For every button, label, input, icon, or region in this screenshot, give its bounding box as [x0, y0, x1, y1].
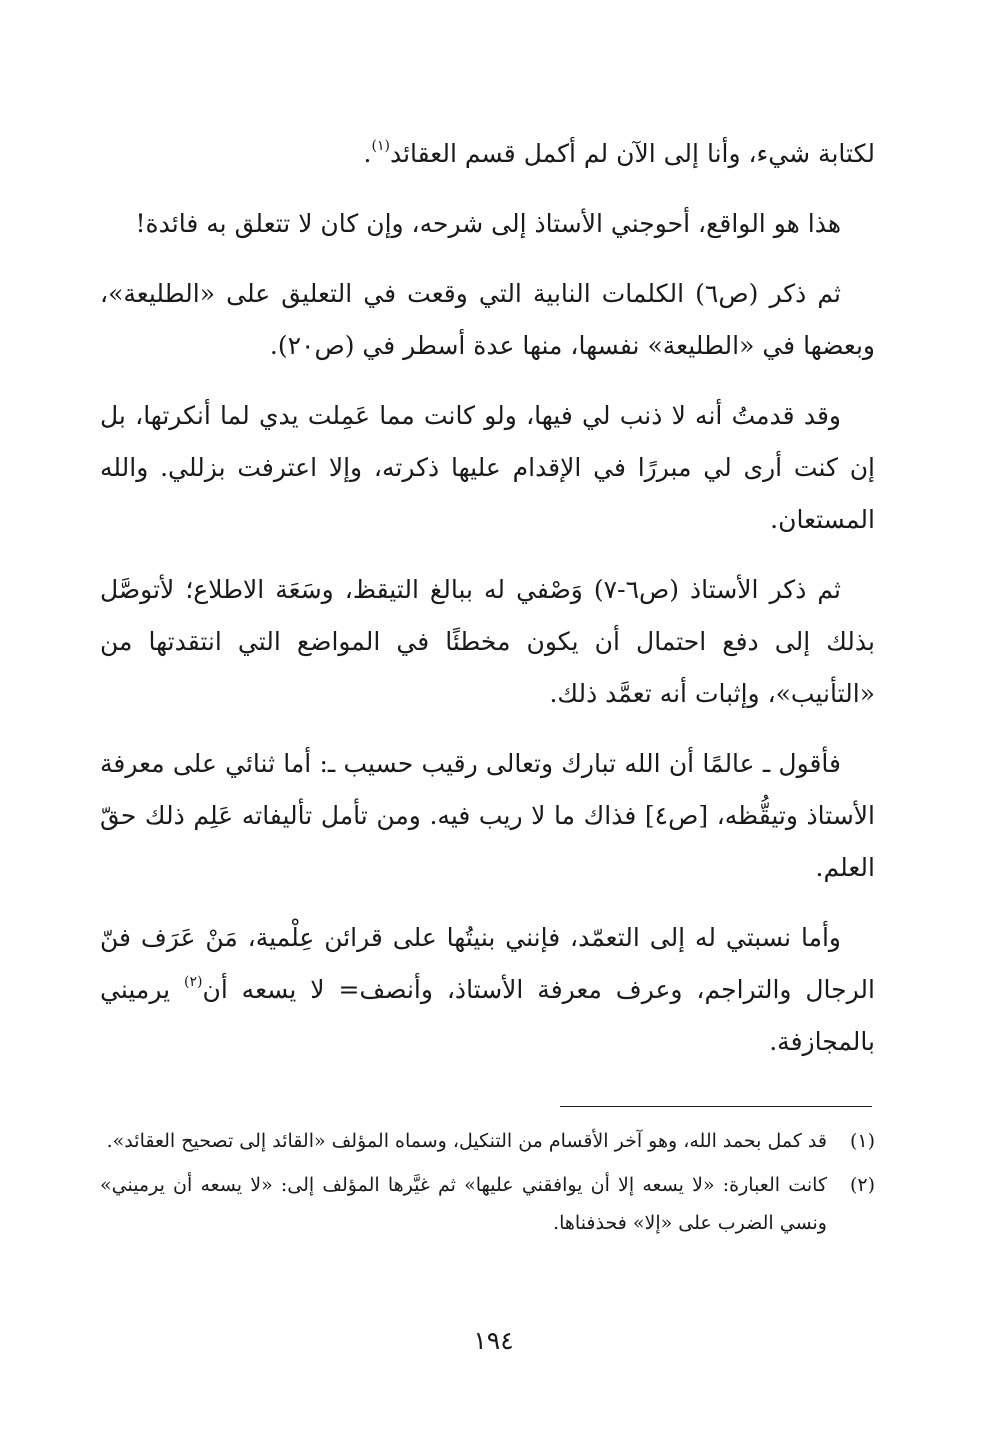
paragraph-7-text: وأما نسبتي له إلى التعمّد، فإنني بنيتُها على قرائن عِلْمية، مَنْ عَرَف فنّ الرجال والتراجم، وعرف معرفة الأستاذ، وأنصف= لا يسعه أن: [100, 923, 875, 1004]
main-text: [100, 128, 875, 1086]
paragraph-1-text: لكتابة شيء، وأنا إلى الآن لم أكمل قسم العقائد: [389, 139, 875, 168]
paragraph-7-end: يرميني بالمجازفة.: [100, 975, 875, 1056]
paragraph-7: [100, 912, 875, 1068]
footnote-2-text: كانت العبارة: «لا يسعه إلا أن يوافقني عليها» ثم غيَّرها المؤلف إلى: «لا يسعه أن يرميني» ونسي الضرب على «إلا» فحذفناها.: [100, 1174, 827, 1234]
page-number: ١٩٤: [473, 1326, 514, 1355]
footnote-1-number: (١): [849, 1130, 875, 1152]
footnote-2: [100, 1166, 875, 1242]
footnote-2-number: (٢): [849, 1174, 875, 1196]
footnotes: [100, 1122, 875, 1248]
paragraph-3: ثم ذكر (ص٦) الكلمات النابية التي وقعت في التعليق على «الطليعة»، وبعضها في «الطليعة» نفسها، منها عدة أسطر في (ص٢٠).: [100, 279, 875, 360]
paragraph-6: فأقول ـ عالمًا أن الله تبارك وتعالى رقيب حسيب ـ: أما ثنائي على معرفة الأستاذ وتيقُّظه، [ص٤] فذاك ما لا ريب فيه. ومن تأمل تأليفاته عَلِم ذلك حقّ العلم.: [100, 749, 875, 882]
footnote-ref-2: (٢): [183, 974, 203, 990]
paragraph-2: هذا هو الواقع، أحوجني الأستاذ إلى شرحه، وإن كان لا تتعلق به فائدة!: [135, 209, 841, 238]
paragraph-1: [100, 128, 875, 180]
footnote-1-text: قد كمل بحمد الله، وهو آخر الأقسام من التنكيل، وسماه المؤلف «القائد إلى تصحيح العقائد».: [106, 1130, 827, 1152]
paragraph-4: وقد قدمتُ أنه لا ذنب لي فيها، ولو كانت مما عَمِلت يدي لما أنكرتها، بل إن كنت أرى لي مبررًا في الإقدام عليها ذكرته، وإلا اعترفت بزللي. والله المستعان.: [100, 401, 875, 534]
paragraph-1-end: .: [363, 139, 372, 168]
footnote-divider: [560, 1106, 872, 1107]
footnote-ref-1: (١): [371, 138, 390, 154]
paragraph-5: ثم ذكر الأستاذ (ص٦-٧) وَصْفي له ببالغ التيقظ، وسَعَة الاطلاع؛ لأتوصَّل بذلك إلى دفع احتمال أن يكون مخطئًا في المواضع التي انتقدتها من «التأنيب»، وإثبات أنه تعمَّد ذلك.: [100, 575, 875, 708]
footnote-1: [100, 1122, 875, 1160]
